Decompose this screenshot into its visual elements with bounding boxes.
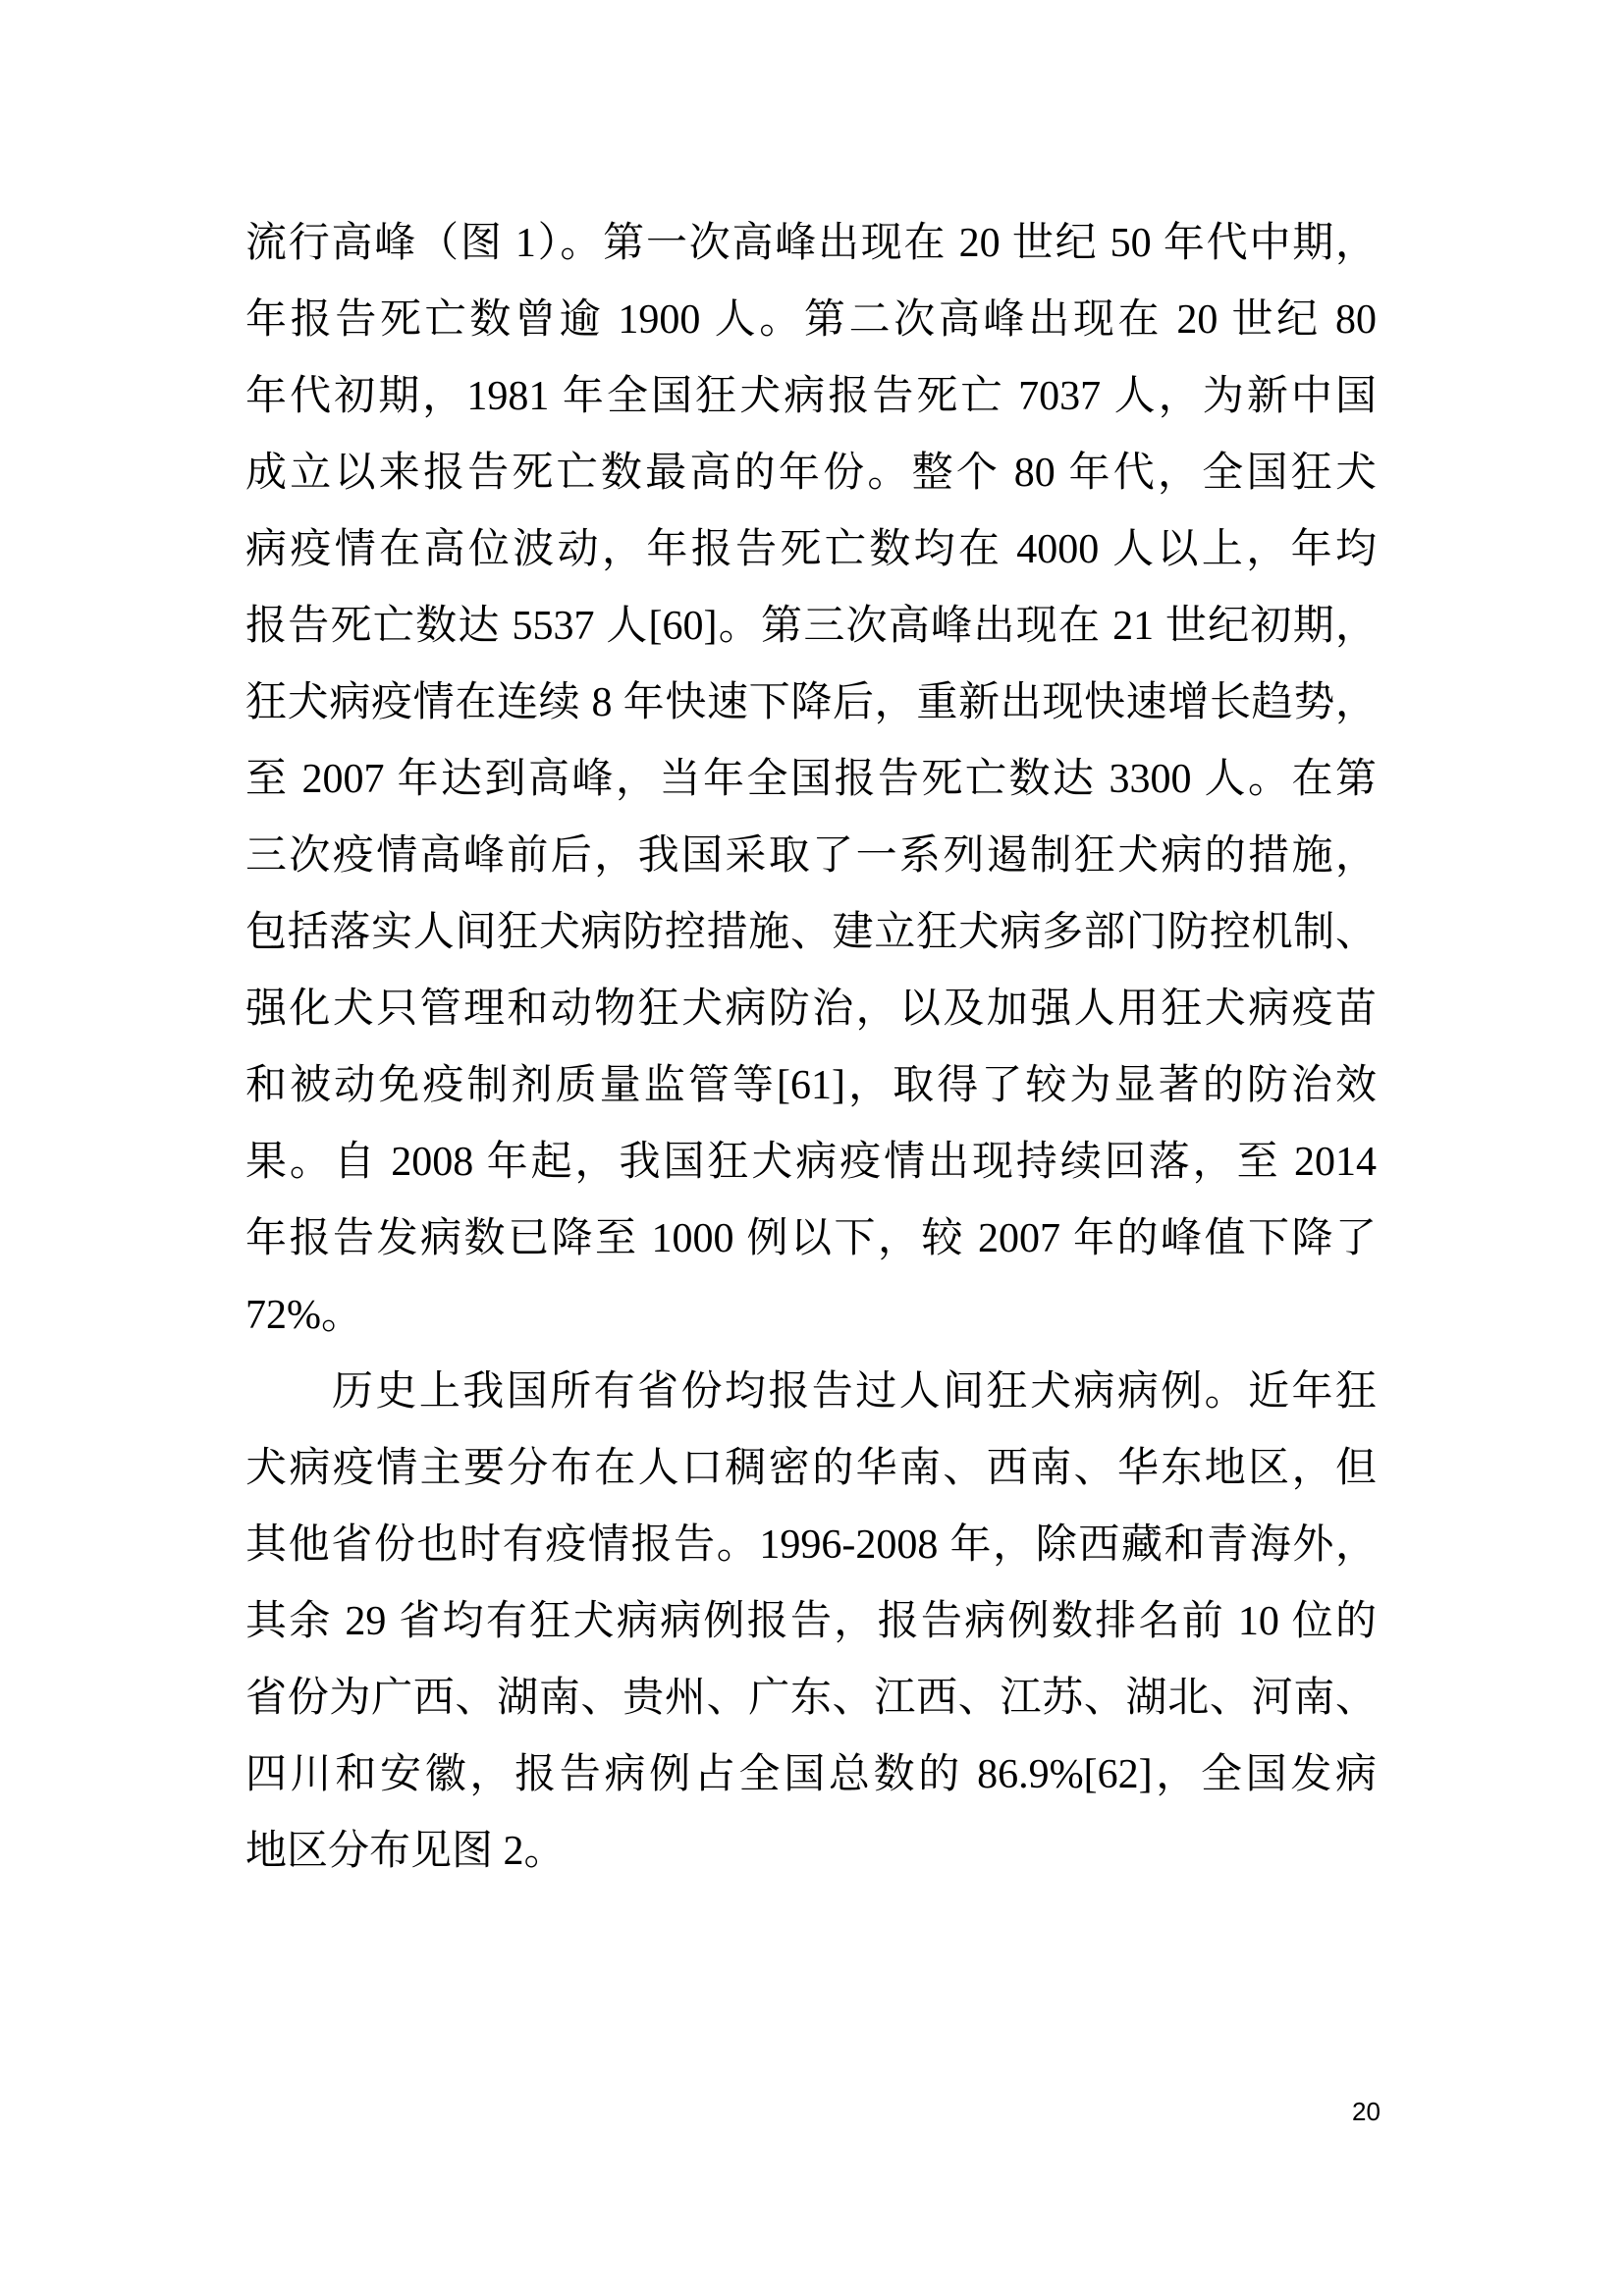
text-line: 强化犬只管理和动物狂犬病防治，以及加强人用狂犬病疫苗 <box>245 987 1377 1032</box>
text-line: 犬病疫情主要分布在人口稠密的华南、西南、华东地区，但 <box>245 1446 1377 1491</box>
text-line: 年报告死亡数曾逾 1900 人。第二次高峰出现在 20 世纪 80 <box>245 297 1377 343</box>
text-line: 报告死亡数达 5537 人[60]。第三次高峰出现在 21 世纪初期， <box>245 604 1377 649</box>
text-line: 历史上我国所有省份均报告过人间狂犬病病例。近年狂 <box>332 1369 1377 1415</box>
text-line: 三次疫情高峰前后，我国采取了一系列遏制狂犬病的措施， <box>245 833 1377 879</box>
text-line: 至 2007 年达到高峰，当年全国报告死亡数达 3300 人。在第 <box>245 757 1377 802</box>
text-line: 病疫情在高位波动，年报告死亡数均在 4000 人以上，年均 <box>245 527 1377 572</box>
text-line: 年代初期，1981 年全国狂犬病报告死亡 7037 人，为新中国 <box>245 374 1377 419</box>
text-line: 72%。 <box>245 1293 362 1338</box>
text-line: 四川和安徽，报告病例占全国总数的 86.9%[62]，全国发病 <box>245 1752 1377 1797</box>
text-line: 年报告发病数已降至 1000 例以下，较 2007 年的峰值下降了 <box>245 1216 1377 1261</box>
text-line: 成立以来报告死亡数最高的年份。整个 80 年代，全国狂犬 <box>245 451 1377 496</box>
text-line: 流行高峰（图 1）。第一次高峰出现在 20 世纪 50 年代中期， <box>245 221 1377 266</box>
text-line: 地区分布见图 2。 <box>245 1829 566 1874</box>
text-line: 和被动免疫制剂质量监管等[61]，取得了较为显著的防治效 <box>245 1063 1377 1108</box>
text-line: 其余 29 省均有狂犬病病例报告，报告病例数排名前 10 位的 <box>245 1599 1377 1644</box>
text-line: 其他省份也时有疫情报告。1996-2008 年，除西藏和青海外， <box>245 1522 1377 1568</box>
body-text <box>245 205 1377 1890</box>
text-line: 狂犬病疫情在连续 8 年快速下降后，重新出现快速增长趋势， <box>245 680 1377 725</box>
text-line: 包括落实人间狂犬病防控措施、建立狂犬病多部门防控机制、 <box>245 910 1377 955</box>
text-line: 省份为广西、湖南、贵州、广东、江西、江苏、湖北、河南、 <box>245 1676 1377 1721</box>
text-line: 果。自 2008 年起，我国狂犬病疫情出现持续回落，至 2014 <box>245 1140 1377 1185</box>
page-number: 20 <box>1352 2097 1380 2126</box>
